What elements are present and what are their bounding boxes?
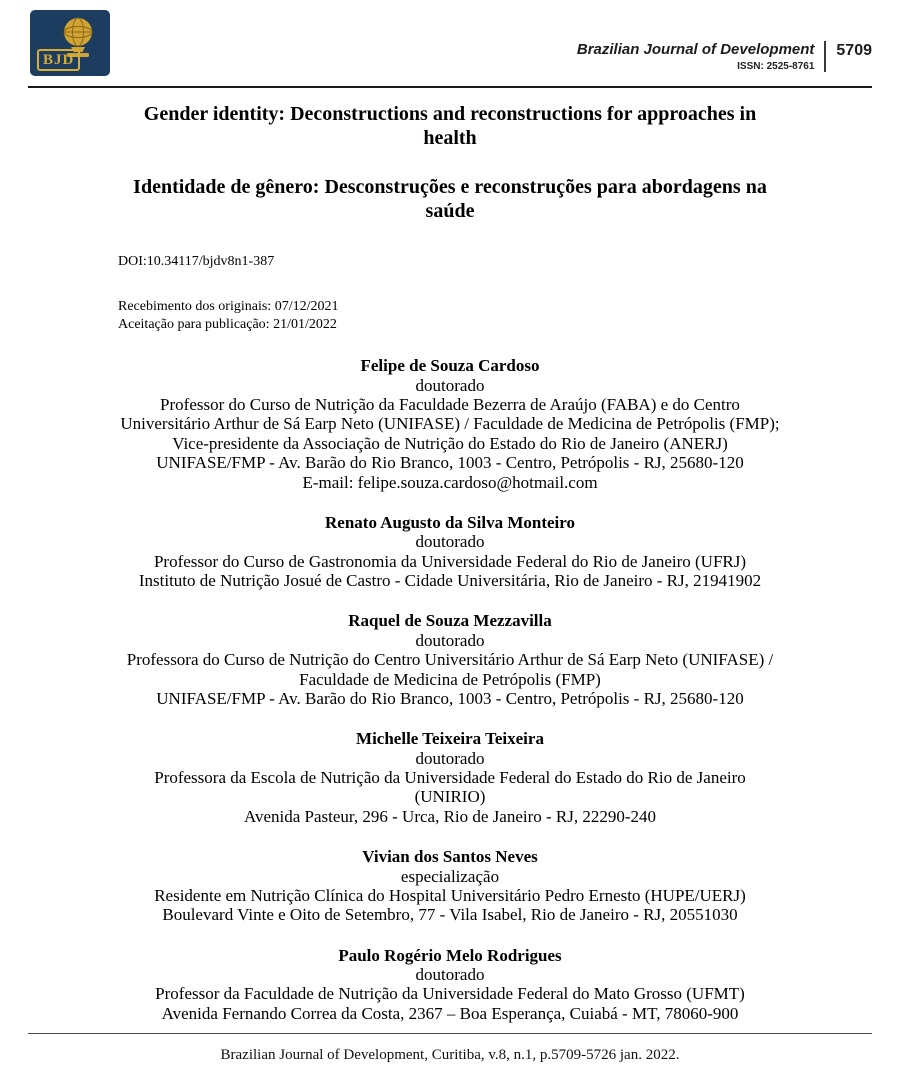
author-block (118, 729, 782, 826)
author-name: Vivian dos Santos Neves (362, 847, 538, 867)
author-name: Felipe de Souza Cardoso (360, 356, 540, 376)
author-affiliation-line: Professora do Curso de Nutrição do Centro Universitário Arthur de Sá Earp Neto (UNIFASE) / Faculdade de Medicina de Petrópolis (FMP) (126, 650, 774, 689)
author-name: Renato Augusto da Silva Monteiro (325, 512, 575, 532)
article-front-matter (118, 88, 782, 1023)
page-header (28, 10, 872, 78)
author-degree: doutorado (415, 375, 485, 395)
author-affiliation-line: Professor do Curso de Gastronomia da Universidade Federal do Rio de Janeiro (UFRJ) (153, 551, 747, 571)
author-block (118, 356, 782, 492)
doi: DOI:10.34117/bjdv8n1-387 (118, 253, 275, 269)
author-degree: especialização (400, 866, 500, 886)
author-affiliation-line: Boulevard Vinte e Oito de Setembro, 77 - Vila Isabel, Rio de Janeiro - RJ, 20551030 (162, 905, 738, 925)
footer-citation: Brazilian Journal of Development, Curitiba, v.8, n.1, p.5709-5726 jan. 2022. (220, 1047, 680, 1063)
author-block (118, 946, 782, 1024)
author-block (118, 611, 782, 708)
footer-rule (28, 1033, 872, 1034)
author-affiliation-line: UNIFASE/FMP - Av. Barão do Rio Branco, 1003 - Centro, Petrópolis - RJ, 25680-120 (156, 688, 744, 708)
author-degree: doutorado (415, 532, 485, 552)
journal-meta (577, 41, 815, 72)
author-affiliation-line: Residente em Nutrição Clínica do Hospital Universitário Pedro Ernesto (HUPE/UERJ) (154, 885, 746, 905)
author-affiliation-line: Professor da Faculdade de Nutrição da Universidade Federal do Mato Grosso (UFMT) (155, 984, 745, 1004)
logo-text: BJD (37, 49, 80, 71)
author-degree: doutorado (415, 965, 485, 985)
title-portuguese: Identidade de gênero: Desconstruções e reconstruções para abordagens na saúde (133, 175, 767, 223)
header-journal-info (577, 41, 872, 72)
author-block (118, 847, 782, 925)
received-date: Recebimento dos originais: 07/12/2021 (118, 298, 339, 314)
author-affiliation-line: Instituto de Nutrição Josué de Castro - Cidade Universitária, Rio de Janeiro - RJ, 21941902 (138, 571, 762, 591)
accepted-date: Aceitação para publicação: 21/01/2022 (118, 317, 337, 333)
author-affiliation-line: Avenida Fernando Correa da Costa, 2367 – Boa Esperança, Cuiabá - MT, 78060-900 (161, 1003, 739, 1023)
author-affiliation-line: Professora da Escola de Nutrição da Universidade Federal do Estado do Rio de Janeiro (UNIRIO) (154, 768, 746, 807)
title-english: Gender identity: Deconstructions and reconstructions for approaches in health (143, 103, 757, 150)
author-degree: doutorado (415, 748, 485, 768)
author-name: Paulo Rogério Melo Rodrigues (338, 945, 562, 965)
page-footer (28, 1033, 872, 1066)
author-affiliation-line: Avenida Pasteur, 296 - Urca, Rio de Janeiro - RJ, 22290-240 (243, 806, 657, 826)
author-affiliation-line: UNIFASE/FMP - Av. Barão do Rio Branco, 1003 - Centro, Petrópolis - RJ, 25680-120 (156, 453, 744, 473)
dates-block (118, 298, 782, 336)
issn: ISSN: 2525-8761 (737, 61, 815, 72)
header-divider (824, 41, 826, 72)
author-email: E-mail: felipe.souza.cardoso@hotmail.com (302, 472, 598, 492)
journal-name: Brazilian Journal of Development (576, 41, 815, 58)
author-degree: doutorado (415, 630, 485, 650)
author-affiliation-line: Professor do Curso de Nutrição da Faculdade Bezerra de Araújo (FABA) e do Centro Universitário Arthur de Sá Earp Neto (UNIFASE) / Faculdade de Medicina de Petrópolis (FMP); Vice-presidente da Associação de Nutrição do Estado do Rio de Janeiro (ANERJ) (120, 395, 780, 453)
author-name: Michelle Teixeira Teixeira (356, 729, 544, 749)
authors-section (118, 356, 782, 1023)
page-number: 5709 (836, 42, 872, 59)
author-name: Raquel de Souza Mezzavilla (348, 611, 552, 631)
bjd-logo (30, 10, 110, 76)
author-block (118, 513, 782, 591)
